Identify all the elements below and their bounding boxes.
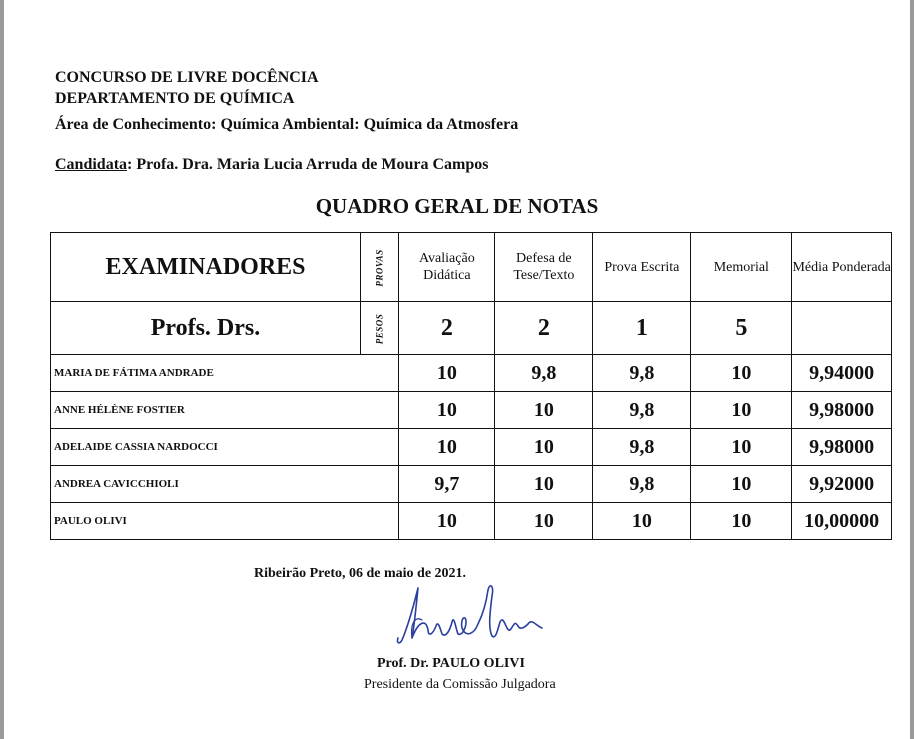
score-cell: 10: [691, 355, 792, 392]
table-row: [51, 355, 892, 392]
score-cell: 10: [495, 466, 593, 503]
grades-table: [50, 232, 892, 540]
table-row: [51, 392, 892, 429]
score-cell: 10: [495, 503, 593, 540]
score-cell: 10: [399, 429, 495, 466]
table-row: [51, 466, 892, 503]
score-cell: 10: [691, 429, 792, 466]
header-line-3: Área de Conhecimento: Química Ambiental: Química da Atmosfera: [55, 116, 519, 133]
weighted-average-cell: 9,92000: [792, 466, 892, 503]
score-cell: 9,8: [593, 392, 691, 429]
score-cell: 10: [593, 503, 691, 540]
score-cell: 10: [399, 503, 495, 540]
weight-cell: 2: [399, 302, 495, 355]
score-cell: 10: [691, 503, 792, 540]
weight-cell: 5: [691, 302, 792, 355]
provas-label: PROVAS: [374, 249, 385, 287]
examiner-name: PAULO OLIVI: [51, 503, 399, 540]
page-border-right: [910, 0, 914, 739]
examiner-name: MARIA DE FÁTIMA ANDRADE: [51, 355, 399, 392]
score-cell: 9,8: [593, 355, 691, 392]
score-cell: 10: [399, 392, 495, 429]
score-cell: 10: [495, 392, 593, 429]
score-cell: 10: [691, 466, 792, 503]
candidate-name: : Profa. Dra. Maria Lucia Arruda de Moura Campos: [127, 156, 489, 173]
score-cell: 10: [495, 429, 593, 466]
examiner-name: ADELAIDE CASSIA NARDOCCI: [51, 429, 399, 466]
provas-label-cell: [361, 233, 399, 302]
score-cell: 9,8: [593, 429, 691, 466]
score-cell: 9,7: [399, 466, 495, 503]
table-row: [51, 429, 892, 466]
weights-row: [51, 302, 892, 355]
column-header: Avaliação Didática: [399, 233, 495, 302]
score-cell: 9,8: [593, 466, 691, 503]
weight-cell: 2: [495, 302, 593, 355]
pesos-label-cell: [361, 302, 399, 355]
weighted-average-cell: 10,00000: [792, 503, 892, 540]
column-header: Defesa de Tese/Texto: [495, 233, 593, 302]
examiner-name: ANDREA CAVICCHIOLI: [51, 466, 399, 503]
candidate-label: Candidata: [55, 156, 128, 173]
score-cell: 10: [399, 355, 495, 392]
examiners-header: EXAMINADORES: [51, 233, 361, 302]
column-header: Prova Escrita: [593, 233, 691, 302]
header-line-1: CONCURSO DE LIVRE DOCÊNCIA: [55, 69, 319, 86]
signature-image: [392, 578, 572, 658]
candidate-line: [55, 154, 488, 175]
page-title: QUADRO GERAL DE NOTAS: [315, 194, 599, 218]
page-border-left: [0, 0, 4, 739]
weight-cell: [792, 302, 892, 355]
header-row: [51, 233, 892, 302]
score-cell: 9,8: [495, 355, 593, 392]
table-row: [51, 503, 892, 540]
header-line-2: DEPARTAMENTO DE QUÍMICA: [55, 90, 295, 107]
weighted-average-cell: 9,98000: [792, 429, 892, 466]
weight-cell: 1: [593, 302, 691, 355]
weighted-average-cell: 9,98000: [792, 392, 892, 429]
place-date: Ribeirão Preto, 06 de maio de 2021.: [254, 566, 467, 581]
column-header: Média Ponderada: [792, 233, 892, 302]
signer-name: Prof. Dr. PAULO OLIVI: [377, 656, 525, 671]
profs-label: Profs. Drs.: [51, 302, 361, 355]
score-cell: 10: [691, 392, 792, 429]
pesos-label: PESOS: [374, 313, 385, 345]
column-header: Memorial: [691, 233, 792, 302]
weighted-average-cell: 9,94000: [792, 355, 892, 392]
signer-role: Presidente da Comissão Julgadora: [364, 677, 556, 692]
examiner-name: ANNE HÉLÈNE FOSTIER: [51, 392, 399, 429]
